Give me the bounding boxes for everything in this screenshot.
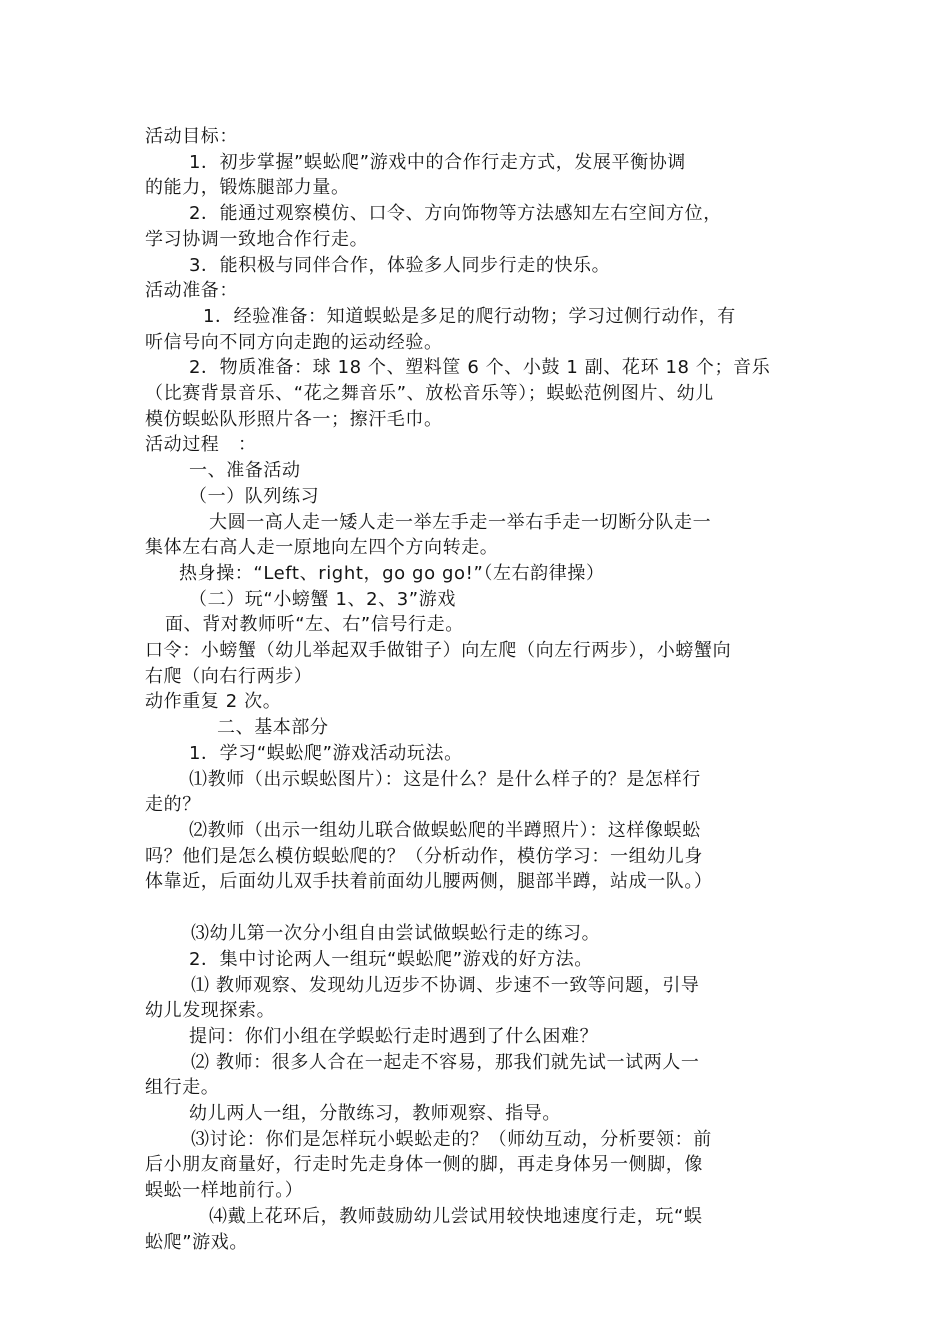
prep-2-line-1: 2．物质准备：球 18 个、塑料筐 6 个、小鼓 1 副、花环 18 个；音乐: [189, 357, 771, 379]
question-line: 提问：你们小组在学蜈蚣行走时遇到了什么困难？: [189, 1025, 599, 1047]
discuss-4-line-2: 蚣爬”游戏。: [145, 1231, 248, 1253]
goal-1-line-2: 的能力，锻炼腿部力量。: [145, 177, 350, 199]
learn-2-line-1: ⑵教师（出示一组幼儿联合做蜈蚣爬的半蹲照片）：这样像蜈蚣: [189, 819, 701, 841]
learn-title: 1．学习“蜈蚣爬”游戏活动玩法。: [189, 742, 463, 764]
goals-heading: 活动目标：: [145, 126, 238, 147]
goal-2-line-1: 2．能通过观察模仿、口令、方向饰物等方法感知左右空间方位，: [189, 203, 722, 225]
prep-2-line-2: （比赛背景音乐、“花之舞音乐”、放松音乐等）；蜈蚣范例图片、幼儿: [145, 383, 714, 405]
crab-command-line-2: 右爬（向右行两步）: [145, 665, 313, 687]
prep-2-line-3: 模仿蜈蚣队形照片各一；擦汗毛巾。: [145, 408, 443, 430]
discuss-1-line-2: 幼儿发现探索。: [145, 1000, 276, 1022]
drill-line-2: 集体左右高人走一原地向左四个方向转走。: [145, 537, 499, 559]
part-1-2-title: （二）玩“小螃蟹 1、2、3”游戏: [189, 588, 456, 610]
prep-1-line-2: 听信号向不同方向走跑的运动经验。: [145, 331, 443, 353]
discuss-3-line-1: ⑶讨论：你们是怎样玩小蜈蚣走的？（师幼互动，分析要领：前: [191, 1128, 712, 1150]
learn-1-line-2: 走的？: [145, 794, 201, 816]
blank-line: [145, 895, 810, 921]
discuss-3-line-3: 蜈蚣一样地前行。）: [145, 1180, 304, 1202]
prep-heading: 活动准备：: [145, 280, 238, 302]
discuss-title: 2．集中讨论两人一组玩“蜈蚣爬”游戏的好方法。: [189, 948, 593, 970]
goal-3: 3．能积极与同伴合作，体验多人同步行走的快乐。: [189, 254, 611, 276]
part-1-title: 一、准备活动: [189, 460, 301, 482]
part-2-title: 二、基本部分: [217, 717, 329, 739]
pair-practice: 幼儿两人一组，分散练习，教师观察、指导。: [189, 1103, 561, 1125]
crab-repeat: 动作重复 2 次。: [145, 691, 282, 713]
discuss-4-line-1: ⑷戴上花环后，教师鼓励幼儿尝试用较快地速度行走，玩“蜈: [209, 1205, 703, 1227]
discuss-2-line-1: ⑵ 教师：很多人合在一起走不容易，那我们就先试一试两人一: [191, 1051, 700, 1073]
discuss-3-line-2: 后小朋友商量好，行走时先走身体一侧的脚，再走身体另一侧脚，像: [145, 1154, 703, 1176]
crab-command-line-1: 口令：小螃蟹（幼儿举起双手做钳子）向左爬（向左行两步），小螃蟹向: [145, 640, 732, 662]
goal-1-line-1: 1．初步掌握”蜈蚣爬”游戏中的合作行走方式，发展平衡协调: [189, 151, 686, 173]
learn-2-line-2: 吗？他们是怎么模仿蜈蚣爬的？（分析动作，模仿学习：一组幼儿身: [145, 845, 703, 867]
document-body: [145, 124, 810, 1255]
learn-3: ⑶幼儿第一次分小组自由尝试做蜈蚣行走的练习。: [191, 923, 601, 945]
discuss-1-line-1: ⑴ 教师观察、发现幼儿迈步不协调、步速不一致等问题，引导: [191, 974, 700, 996]
discuss-2-line-2: 组行走。: [145, 1077, 220, 1099]
warmup-line: 热身操：“Left、right，go go go!”（左右韵律操）: [179, 562, 605, 584]
process-heading: 活动过程 ：: [145, 434, 257, 456]
prep-1-line-1: 1．经验准备：知道蜈蚣是多足的爬行动物；学习过侧行动作，有: [203, 305, 736, 327]
part-1-1-title: （一）队列练习: [189, 485, 320, 507]
goal-2-line-2: 学习协调一致地合作行走。: [145, 228, 369, 250]
learn-2-line-3: 体靠近，后面幼儿双手扶着前面幼儿腰两侧，腿部半蹲，站成一队。）: [145, 871, 713, 893]
learn-1-line-1: ⑴教师（出示蜈蚣图片）：这是什么？是什么样子的？是怎样行: [189, 768, 701, 790]
drill-line-1: 大圆一高人走一矮人走一举左手走一举右手走一切断分队走一: [209, 511, 712, 533]
crab-intro: 面、背对教师听“左、右”信号行走。: [165, 614, 464, 636]
